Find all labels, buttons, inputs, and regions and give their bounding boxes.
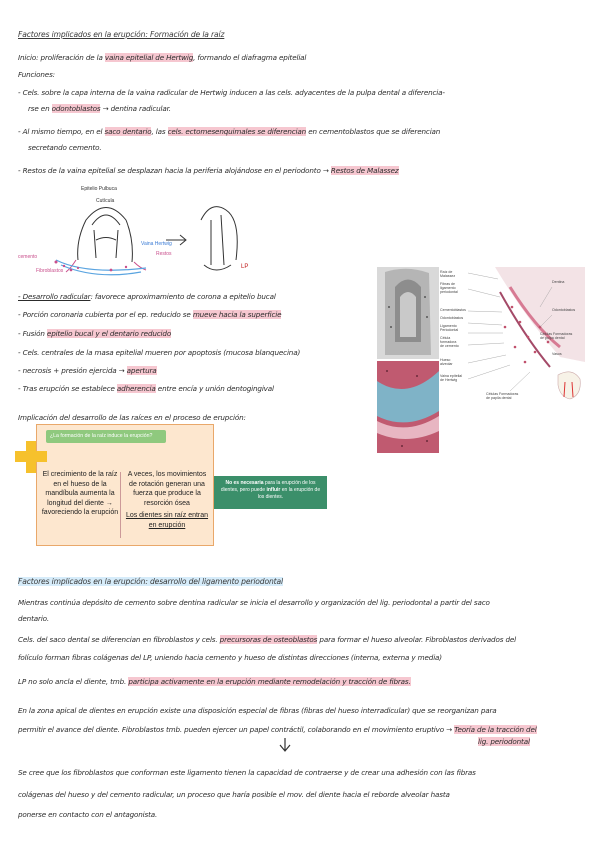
- green-note-bold-2: influir: [266, 487, 281, 493]
- inicio-line: Inicio: proliferación de la vaina epitelial de Hertwig, formando el diafragma epitelial: [18, 53, 307, 62]
- hist-label-g1: Hueso: [440, 358, 451, 362]
- hist-label-e2: Periodontal: [440, 328, 459, 332]
- hist-label-a2: Malassez: [440, 274, 456, 278]
- bullet-3: - Restos de la vaina epitelial se desplazan hacia la periferia alojándose en el periodonto → Restos de Malassez: [18, 166, 399, 175]
- hist-label-b1: Fibras de: [440, 282, 455, 286]
- implicacion-right-block: [124, 470, 210, 546]
- hist-label-h2: de Hertwig: [440, 378, 458, 382]
- label-lp: LP: [241, 264, 249, 270]
- histology-image-1: [377, 267, 439, 359]
- s3-p4a: En la zona apical de dientes en erupción existe una disposición especial de fibras (fibras del hueso interradicular) que se reorganizan para: [18, 706, 497, 715]
- s3-p5c: ponerse en contacto con el antagonista.: [18, 810, 158, 819]
- label-restos: Restos: [156, 251, 172, 257]
- divider: [120, 472, 121, 538]
- hist-label-a1: Raíz de: [440, 270, 453, 274]
- section3-title: Factores implicados en la erupción: desarrollo del ligamento periodontal: [18, 577, 283, 586]
- section1-title: Factores implicados en la erupción: Formación de la raíz: [18, 30, 225, 39]
- hist-label-l1: Odontoblastos: [552, 308, 576, 312]
- hist-label-m1: Vasos: [552, 352, 562, 356]
- bullet-2a: - Al mismo tiempo, en el saco dentario, las cels. ectomesenquimales se diferencian en cementoblastos que se diferencian: [18, 127, 441, 136]
- bullet-1a: - Cels. sobre la capa interna de la vaina radicular de Hertwig inducen a las cels. adyacentes de la pulpa dental a diferencia-: [18, 88, 445, 97]
- implicacion-right-text: A veces, los movimientos de rotación generan una fuerza que produce la resorción ósea: [127, 471, 207, 507]
- label-cemento: cemento: [18, 254, 38, 260]
- s3-p2b: folículo forman fibras colágenas del LP, uniendo hacia cemento y hueso de distintas direcciones (interna, externa y media): [18, 653, 442, 662]
- s3-p2a: Cels. del saco dental se diferencian en fibroblastos y cels. precursoras de osteoblastos para formar el hueso alveolar. Fibroblastos derivados del: [18, 635, 516, 644]
- hist-label-i2: de papila dental: [486, 396, 512, 400]
- s3-p5a: Se cree que los fibroblastos que conforman este ligamento tienen la capacidad de contraerse y de crear una adhesión con las fibras: [18, 768, 476, 777]
- hist-label-h1: Vaina epitelial: [440, 374, 463, 378]
- label-epitelio: Epitelio Pulbuca: [81, 186, 117, 192]
- bullet-1b: rse en odontoblastos → dentina radicular.: [28, 104, 171, 113]
- hist-label-e1: Ligamento: [440, 324, 457, 328]
- hist-label-i1: Células Formadoras: [486, 392, 519, 396]
- hist-label-f2: formadora: [440, 340, 457, 344]
- histology-diagram: [440, 267, 585, 407]
- hist-label-k1: Dentina: [552, 280, 565, 284]
- bullet-2b: secretando cemento.: [28, 143, 102, 152]
- s2-bullet-3: - Fusión epitelio bucal y el dentario reducido: [18, 329, 172, 338]
- green-note-bold: No es necesaria: [225, 480, 264, 486]
- implicacion-right-link: Los dientes sin raíz entran en erupción: [125, 512, 209, 529]
- funciones-label: Funciones:: [18, 70, 55, 79]
- hist-label-b3: periodontal: [440, 290, 458, 294]
- hist-label-c1: Cementoblastos: [440, 308, 466, 312]
- plus-icon: [15, 451, 47, 462]
- down-arrow-icon: [278, 737, 292, 753]
- green-note: [214, 476, 327, 509]
- hist-label-g2: alveolar: [440, 362, 453, 366]
- implicacion-title: Implicación del desarrollo de las raíces en el proceso de erupción:: [18, 413, 246, 422]
- s2-bullet-1: - Desarrollo radicular: favorece aproximamiento de corona a epitelio bucal: [18, 292, 276, 301]
- label-fibroblastos: Fibroblastos: [36, 268, 64, 274]
- s2-bullet-2: - Porción coronaria cubierta por el ep. reducido se mueve hacia la superficie: [18, 310, 282, 319]
- s3-p1a: Mientras continúa depósito de cemento sobre dentina radicular se inicia el desarrollo y organización del lig. periodontal a partir del saco: [18, 598, 490, 607]
- s3-p3: LP no solo ancla el diente, tmb. participa activamente en la erupción mediante remodelación y tracción de fibras.: [18, 677, 411, 686]
- hist-label-f3: de cemento: [440, 344, 459, 348]
- histology-image-2: [377, 361, 439, 453]
- label-vaina: Vaina Hertwig: [141, 241, 172, 247]
- s3-p1b: dentario.: [18, 614, 50, 623]
- s2-bullet-5: - necrosis + presión ejercida → apertura: [18, 366, 157, 375]
- s3-p4c: lig. periodontal: [478, 737, 530, 746]
- implicacion-left-text: El crecimiento de la raíz en el hueso de la mandíbula aumenta la longitud del diente → favoreciendo la erupción: [41, 471, 119, 517]
- green-note-text-2: en la erupción de los dientes.: [257, 487, 321, 500]
- green-note-text-1: para la erupción de los dientes, pero puede: [220, 480, 316, 493]
- s2-bullet-6: - Tras erupción se establece adherencia entre encía y unión dentogingival: [18, 384, 274, 393]
- s3-p5b: colágenas del hueso y del cemento radicular, un proceso que haría posible el mov. del diente hacia el reborde alveolar hasta: [18, 790, 450, 799]
- s3-p4b: permitir el avance del diente. Fibroblastos tmb. pueden ejercer un papel contráctil, colaborando en el movimiento eruptivo → Teoría de la tracción del: [18, 725, 537, 734]
- hist-label-j1: Células Formadoras: [540, 332, 573, 336]
- s2-bullet-4: - Cels. centrales de la masa epitelial mueren por apoptosis (mucosa blanquecina): [18, 348, 301, 357]
- hist-label-f1: Célula: [440, 336, 451, 340]
- question-label: ¿La formación de la raíz induce la erupción?: [46, 430, 166, 443]
- root-formation-sketch: [16, 180, 266, 285]
- hist-label-j2: de pulpa dental: [540, 336, 565, 340]
- label-cuticula: Cutícula: [96, 198, 115, 204]
- hist-label-d1: Odontoblastos: [440, 316, 464, 320]
- hist-label-b2: ligamento: [440, 286, 456, 290]
